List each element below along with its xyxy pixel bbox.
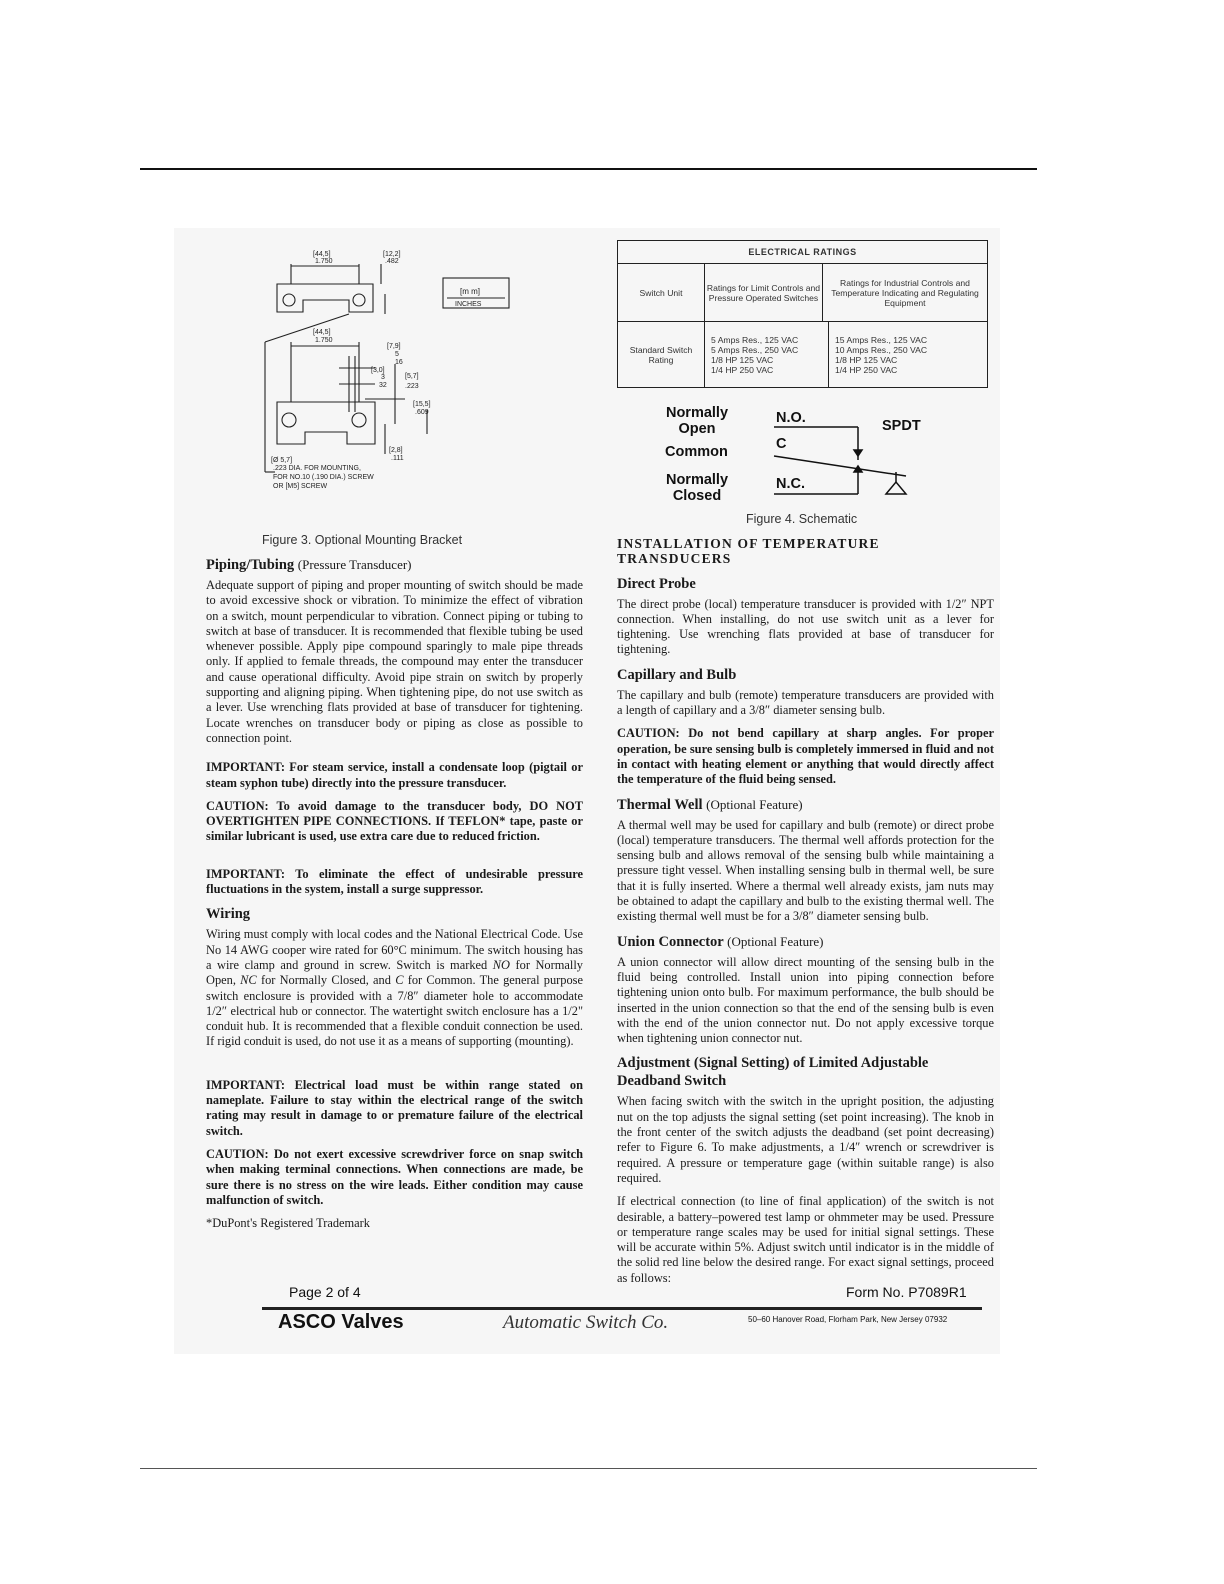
dim-label: [44,5] — [313, 329, 331, 336]
dim-label: 32 — [379, 382, 387, 389]
capillary-heading: Capillary and Bulb — [617, 666, 737, 683]
bottom-rule — [140, 1468, 1037, 1469]
capillary-paragraph: The capillary and bulb (remote) temperature transducers are provided with a length of capillary and a 3/8″ diameter sensing bulb. — [617, 687, 994, 718]
dim-label: .482 — [385, 258, 399, 265]
union-connector-paragraph: A union connector will allow direct mounting of the sensing bulb in the fluid being controlled. Install union into piping connection before tightening union onto bulb. For maximum performance, the bulb should be inserted in the union connection so that the end of the sensing bulb is even with the end of the union connector nut. Do not apply excessive torque when tightening union connector nut. — [617, 954, 994, 1046]
dim-label: 1.750 — [315, 258, 333, 265]
page-number: Page 2 of 4 — [289, 1284, 361, 1300]
limit-values-cell — [705, 322, 829, 387]
nc-terminal: N.C. — [776, 476, 805, 492]
c-terminal: C — [776, 436, 787, 452]
no-terminal: N.O. — [776, 410, 806, 426]
limit-value: 5 Amps Res., 125 VAC — [711, 334, 799, 345]
dupont-trademark: *DuPont's Registered Trademark — [206, 1216, 370, 1231]
wiring-text-1: Wiring must comply with local codes and the National Electrical Code. Use No 14 AWG cooper wire rated for 60°C minimum. The switch housing has a wire clamp and ground in screw. Switch is marked — [206, 927, 583, 972]
wiring-text-2: for Normally Open, — [206, 957, 583, 988]
left-column — [206, 556, 583, 1239]
dim-label: [3,0] — [371, 367, 385, 374]
ratings-title: ELECTRICAL RATINGS — [618, 241, 987, 264]
wiring-c: C — [395, 973, 404, 988]
thermal-well-heading-text: Thermal Well — [617, 796, 703, 813]
switch-unit-header: Switch Unit — [618, 264, 705, 321]
union-connector-subheading: (Optional Feature) — [727, 933, 824, 949]
limit-controls-header: Ratings for Limit Controls and Pressure Operated Switches — [705, 264, 823, 321]
wiring-text-3: for Normally Closed, and — [260, 973, 391, 988]
industrial-value: 1/4 HP 250 VAC — [835, 364, 898, 375]
dim-label: [5,7] — [405, 373, 419, 380]
mount-note-2: FOR NO.10 (.190 DIA.) SCREW — [273, 474, 374, 481]
company-address: 50–60 Hanover Road, Florham Park, New Jersey 07932 — [748, 1315, 948, 1324]
installation-heading: INSTALLATION OF TEMPERATURE TRANSDUCERS — [617, 536, 880, 567]
normally-closed-label: Normally Closed — [665, 472, 729, 504]
dim-label: 1.750 — [315, 337, 333, 344]
dim-label: 16 — [395, 359, 403, 366]
wiring-no: NO — [492, 957, 510, 972]
common-label: Common — [665, 444, 728, 460]
dim-label: [12,2] — [383, 251, 401, 258]
industrial-value: 10 Amps Res., 250 VAC — [835, 344, 928, 355]
dim-label: [2,8] — [389, 447, 403, 454]
industrial-value: 15 Amps Res., 125 VAC — [835, 334, 928, 345]
units-mm: [m m] — [460, 287, 480, 296]
right-column — [617, 536, 994, 1294]
spdt-schematic-lines — [770, 420, 930, 504]
wiring-nc: NC — [240, 973, 257, 988]
thermal-well-subheading: (Optional Feature) — [706, 796, 803, 812]
direct-probe-paragraph: The direct probe (local) temperature transducer is provided with 1/2″ NPT connection. When installing, do not use switch unit as a lever for tightening. Use wrenching flats provided at base of transducer for tightening. — [617, 596, 994, 657]
limit-value: 5 Amps Res., 250 VAC — [711, 344, 799, 355]
adjustment-paragraph-2: If electrical connection (to line of final application) of the switch is not desirable, a battery–powered test lamp or ohmmeter may be used. Pressure or temperature range scales may be used for initial signal settings. These will be accurate within 5%. Adjust switch until indicator is in the middle of the solid red line below the desired range. For exact signal settings, proceed as follows: — [617, 1194, 994, 1285]
piping-heading-text: Piping/Tubing — [206, 557, 295, 573]
standard-switch-rating-label: Standard Switch Rating — [618, 322, 705, 387]
dim-label: [44,5] — [313, 251, 331, 258]
union-connector-heading-text: Union Connector — [617, 933, 724, 950]
industrial-values-cell — [829, 322, 987, 387]
form-number: Form No. P7089R1 — [846, 1284, 967, 1300]
dim-label: .111 — [391, 455, 404, 462]
thermal-well-heading — [617, 796, 994, 814]
industrial-value: 1/8 HP 125 VAC — [835, 354, 898, 365]
caution-overtighten: CAUTION: To avoid damage to the transducer body, DO NOT OVERTIGHTEN PIPE CONNECTIONS. If TEFLON* tape, paste or similar lubricant is used, use extra care due to reduced friction. — [206, 798, 583, 844]
mount-note-1: .223 DIA. FOR MOUNTING, — [273, 465, 361, 472]
wiring-heading: Wiring — [206, 906, 251, 923]
dim-label: .609 — [415, 409, 429, 416]
union-connector-heading — [617, 933, 994, 951]
piping-subheading: (Pressure Transducer) — [297, 557, 412, 572]
important-steam: IMPORTANT: For steam service, install a condensate loop (pigtail or steam syphon tube) directly into the pressure transducer. — [206, 760, 583, 790]
caution-capillary: CAUTION: Do not bend capillary at sharp angles. For proper operation, be sure sensing bulb is completely immersed in fluid and not in contact with heating element or anything that would directly affect the temperature of the fluid being sensed. — [617, 726, 994, 787]
important-electrical-load: IMPORTANT: Electrical load must be within range stated on nameplate. Failure to stay within the electrical range of the switch rating may result in damage to or premature failure of the electrical switch. — [206, 1077, 583, 1138]
limit-value: 1/8 HP 125 VAC — [711, 354, 774, 365]
mounting-bracket-drawing — [255, 244, 525, 494]
important-surge: IMPORTANT: To eliminate the effect of undesirable pressure fluctuations in the system, install a surge suppressor. — [206, 866, 583, 897]
electrical-ratings-table — [617, 240, 988, 388]
footer-rule — [262, 1307, 982, 1310]
figure-4-caption: Figure 4. Schematic — [746, 512, 858, 526]
industrial-controls-header: Ratings for Industrial Controls and Temperature Indicating and Regulating Equipment — [831, 277, 979, 308]
piping-heading — [206, 556, 583, 574]
caution-screwdriver: CAUTION: Do not exert excessive screwdriver force on snap switch when making terminal connections. When connections are made, be sure there is no stress on the wire leads. Either condition may cause malfunction of switch. — [206, 1146, 583, 1207]
limit-value: 1/4 HP 250 VAC — [711, 364, 774, 375]
spdt-label: SPDT — [882, 418, 921, 434]
mount-note-3: OR [M5] SCREW — [273, 483, 328, 490]
figure-3-caption: Figure 3. Optional Mounting Bracket — [262, 533, 463, 547]
piping-paragraph: Adequate support of piping and proper mounting of switch should be made to avoid excessive shock or vibration. To minimize the effect of vibration on a switch, mount perpendicular to vibration. Connect piping or tubing to switch at base of transducer. It is recommended that flexible tubing be used whenever possible. Apply pipe compound sparingly to male pipe threads only. If applied to female threads, the compound may enter the transducer and cause operational difficulty. Avoid pipe strain on switch by properly supporting and aligning piping. When tightening pipe, do not use switch as a lever. Use wrenching flats provided at base of transducer for tightening. Locate wrenches on transducer body or piping as close as possible to connection point. — [206, 578, 583, 745]
adjustment-paragraph-1: When facing switch with the switch in the upright position, the adjusting nut on the top adjusts the signal setting (set point increasing). The knob in the front center of the switch adjusts the deadband (set point decreasing) refer to Figure 6. To make adjustments, a 1/4″ wrench or screwdriver is required. A pressure or temperature gage (within suitable range) is also required. — [617, 1094, 994, 1185]
wiring-text-4: for Common. The general purpose switch enclosure is provided with a 7/8″ diameter hole to accommodate 1/2″ electrical hub or connector. The watertight switch enclosure has a 1/2" conduit hub. It is recommended that a flexible conduit connection be used. If rigid conduit is used, do not use it as a means of supporting (mounting). — [206, 973, 583, 1049]
dim-label: .223 — [405, 383, 419, 390]
dim-label: 5 — [395, 351, 399, 358]
direct-probe-heading: Direct Probe — [617, 575, 696, 592]
brand-name: ASCO Valves — [278, 1311, 404, 1333]
dim-label: [Ø 5,7] — [271, 457, 293, 464]
normally-open-label: Normally Open — [665, 405, 729, 437]
dim-label: 3 — [381, 374, 385, 381]
adjustment-heading: Adjustment (Signal Setting) of Limited Adjustable Deadband Switch — [617, 1055, 929, 1090]
thermal-well-paragraph: A thermal well may be used for capillary and bulb (remote) or direct probe (local) temperature transducers. The thermal well affords protection for the sensing bulb and allows removal of the sensing bulb while maintaining a pressure tight vessel. When installing sensing bulb in thermal well, be sure that it is fully inserted. Where a thermal well already exists, jam nuts may be obtained to adapt the capillary and bulb to the existing thermal well. The existing thermal well must be for a 3/8″ diameter sensing bulb. — [617, 817, 994, 924]
company-name: Automatic Switch Co. — [503, 1312, 669, 1333]
top-rule — [140, 168, 1037, 170]
dim-label: [15,5] — [413, 401, 431, 408]
wiring-paragraph — [206, 927, 583, 1049]
dim-label: [7,9] — [387, 343, 401, 350]
units-inches: INCHES — [455, 301, 482, 308]
